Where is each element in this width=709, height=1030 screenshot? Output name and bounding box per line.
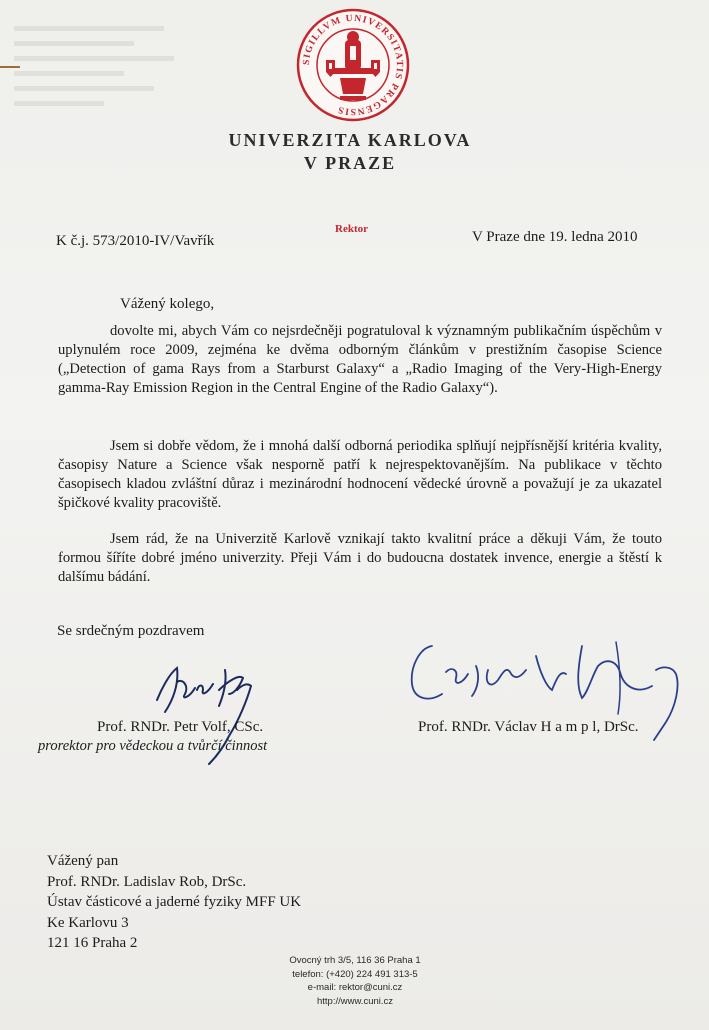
recipient-line: Vážený pan: [47, 853, 119, 869]
recipient-line: Prof. RNDr. Ladislav Rob, DrSc.: [47, 873, 247, 890]
footer-email: e-mail: rektor@cuni.cz: [307, 982, 403, 993]
paragraph-journals: Jsem si dobře vědom, že i mnohá další odborná periodika splňují nejpřísnější kritéria kvality, časopisy Nature a Science však nesporně patří k nejrespektovanějším. Na publikace v těchto časopisech kladou zvláštní důraz i mezinárodní hodnocení vědecké úrovně a považují je za ukazatel špičkové kvality pracoviště.: [58, 438, 662, 511]
university-city: V PRAZE: [303, 153, 397, 173]
seal-lettering: SIGILLVM UNIVERSITATIS PRAGENSIS: [301, 13, 405, 117]
letter-date: V Praze dne 19. ledna 2010: [472, 229, 638, 245]
closing-line: Se srdečným pozdravem: [57, 623, 205, 639]
footer-address: Ovocný trh 3/5, 116 36 Praha 1: [289, 955, 421, 966]
recipient-line: Ústav částicové a jaderné fyziky MFF UK: [47, 894, 302, 911]
recipient-address: [47, 851, 301, 954]
university-name: UNIVERZITA KARLOVA: [228, 130, 472, 150]
footer-web: http://www.cuni.cz: [316, 995, 394, 1007]
recipient-line: Ke Karlovu 3: [47, 914, 129, 931]
office-label: Rektor: [335, 223, 368, 235]
reference-number: K č.j. 573/2010-IV/Vavřík: [56, 233, 215, 249]
footer-phone: telefon: (+420) 224 491 313-5: [292, 968, 418, 980]
signatory-1-name: Prof. RNDr. Petr Volf, CSc.: [97, 719, 264, 735]
university-seal-icon: [296, 8, 410, 122]
show-through-text: [14, 26, 184, 116]
paragraph-thanks: Jsem rád, že na Univerzitě Karlově vznikají takto kvalitní práce a děkuji Vám, že touto formou šíříte dobré jméno univerzity. Přeji Vám i do budoucna dostatek invence, energie a štěstí k dalšímu bádání.: [58, 531, 662, 585]
signatory-1-title: prorektor pro vědeckou a tvůrčí činnost: [38, 738, 268, 754]
paragraph-congratulation: dovolte mi, abych Vám co nejsrdečněji pogratuloval k významným publikačním úspěchům v uplynulém roce 2009, zejména ke dvěma odborným článkům v prestižním časopise Science („Detection of gama Rays from a Starburst Galaxy“ a „Radio Imaging of the Very-High-Energy gamma-Ray Emission Region in the Central Engine of the Radio Galaxy“).: [58, 323, 662, 396]
letterhead-footer: [240, 954, 470, 1008]
recipient-line: 121 16 Praha 2: [47, 935, 138, 952]
signatory-2-name: Prof. RNDr. Václav H a m p l, DrSc.: [418, 719, 639, 735]
salutation: Vážený kolego,: [120, 296, 215, 312]
